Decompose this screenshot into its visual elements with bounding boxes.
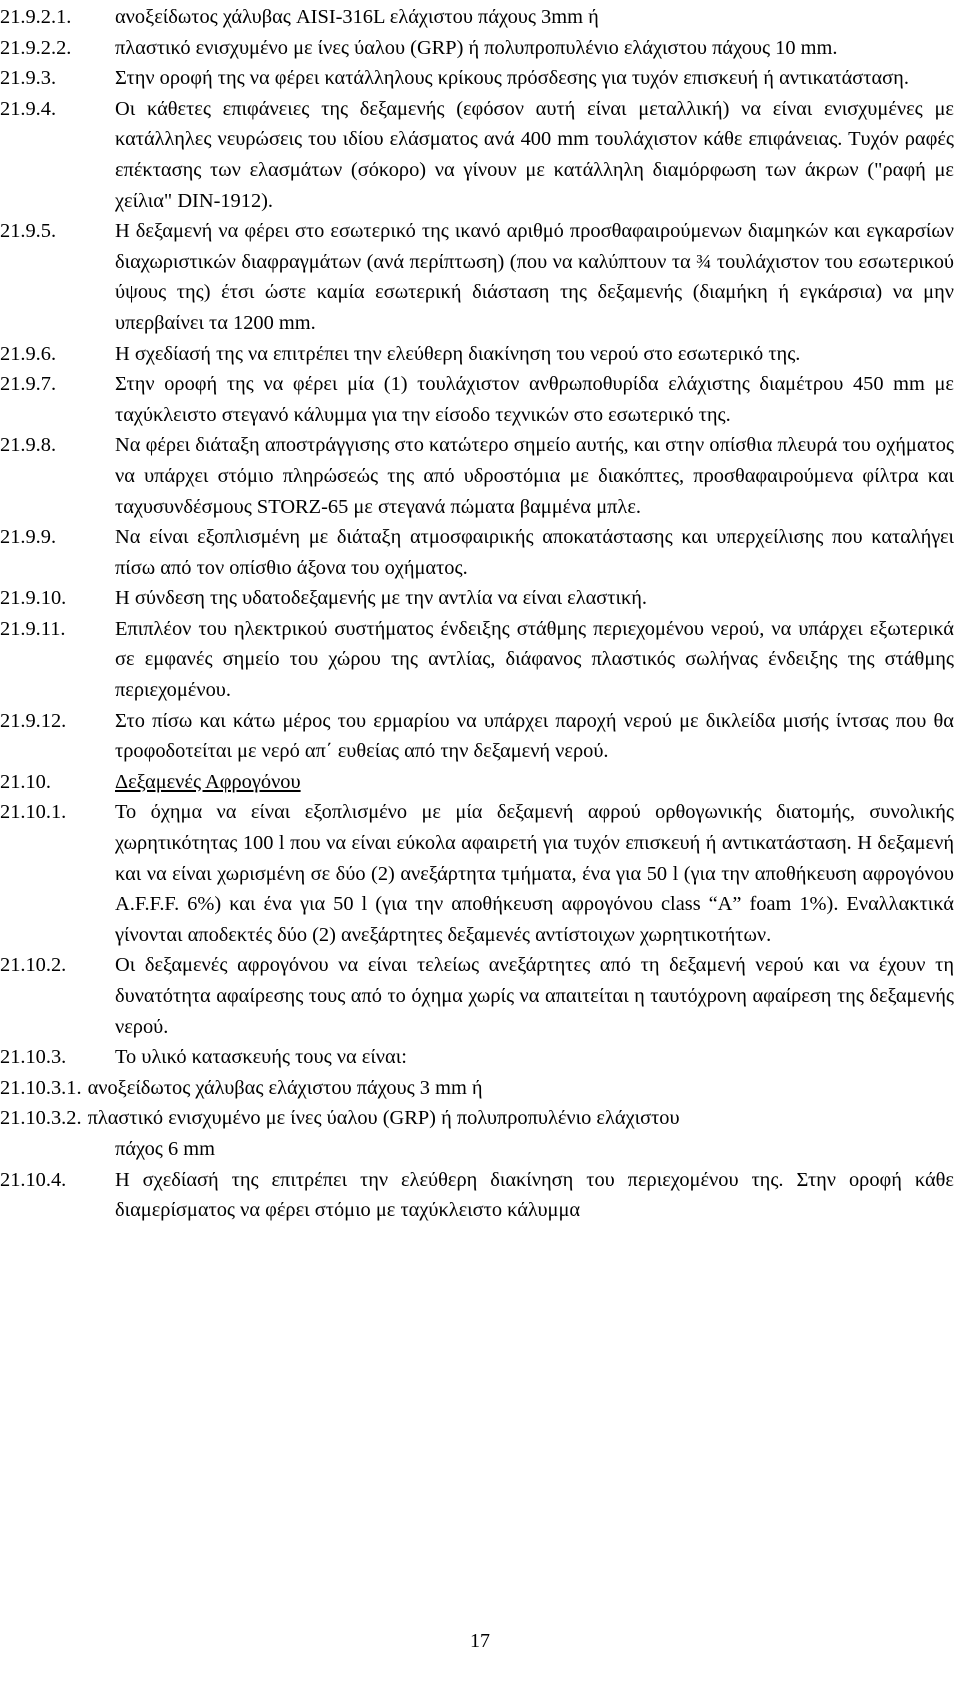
numbered-paragraph — [0, 33, 960, 64]
paragraph-text: Η δεξαμενή να φέρει στο εσωτερικό της ικανό αριθμό προσθαφαιρούμενων διαμηκών και εγκαρσίων διαχωριστικών διαφραγμάτων (ανά περίπτωση) (που να καλύπτουν τα ¾ τουλάχιστον του εσωτερικού ύψους της) έτσι ώστε καμία εσωτερική διάσταση της δεξαμενής (διαμήκη ή εγκάρσια) να μην υπερβαίνει τα 1200 mm. — [115, 220, 954, 334]
paragraph-number: 21.9.3. — [0, 67, 57, 90]
numbered-paragraph — [0, 339, 960, 370]
numbered-paragraph — [0, 522, 960, 583]
numbered-paragraph — [0, 1073, 960, 1104]
paragraph-number: 21.9.9. — [0, 526, 57, 549]
paragraph-text: Η σχεδίασή της να επιτρέπει την ελεύθερη διακίνηση του νερού στο εσωτερικό της. — [115, 342, 801, 365]
paragraph-text: Οι κάθετες επιφάνειες της δεξαμενής (εφόσον αυτή είναι μεταλλική) να είναι ενισχυμένες με κατάλληλες νευρώσεις του ιδίου ελάσματος ανά 400 mm τουλάχιστον κάθε επιφάνειας. Τυχόν ραφές επέκτασης των ελασμάτων (σόκορο) να γίνουν με κατάλληλη διαμόρφωση των άκρων ("ραφή με χείλια" DIN-1912). — [115, 97, 954, 212]
numbered-paragraph — [0, 369, 960, 430]
paragraph-text: Οι δεξαμενές αφρογόνου να είναι τελείως ανεξάρτητες από τη δεξαμενή νερού και να έχουν τη δυνατότητα αφαίρεσης τους από το όχημα χωρίς να απαιτείται η ταυτόχρονη αφαίρεση της δεξαμενής νερού. — [115, 954, 954, 1038]
paragraph-text: Να φέρει διάταξη αποστράγγισης στο κατώτερο σημείο αυτής, και στην οπίσθια πλευρά του οχήματος να υπάρχει στόμιο πληρώσεώς της από υδροστόμια με διακόπτες, προσθαφαιρούμενα φίλτρα και ταχυσυνδέσμους STORZ-65 με στεγανά πώματα βαμμένα μπλε. — [115, 434, 954, 518]
paragraph-text: Η σχεδίασή της επιτρέπει την ελεύθερη διακίνηση του περιεχομένου της. Στην οροφή κάθε διαμερίσματος να φέρει στόμιο με ταχύκλειστο κάλυμμα — [115, 1168, 954, 1222]
paragraph-number: 21.9.5. — [0, 220, 57, 243]
numbered-paragraph — [0, 797, 960, 950]
paragraph-text: Η σύνδεση της υδατοδεξαμενής με την αντλία να είναι ελαστική. — [115, 587, 647, 610]
numbered-paragraph — [0, 614, 960, 706]
paragraph-text: Το όχημα να είναι εξοπλισμένο με μία δεξαμενή αφρού ορθογωνικής διατομής, συνολικής χωρητικότητας 100 l που να είναι εύκολα αφαιρετή για τυχόν επισκευή ή αντικατάσταση. Η δεξαμενή και να είναι χωρισμένη σε δύο (2) ανεξάρτητα τμήματα, ένα για 50 l (για την αποθήκευση αφρογόνου A.F.F.F. 6%) και ένα για 50 l (για την αποθήκευση αφρογόνου class “A” foam 1%). Εναλλακτικά γίνονται αποδεκτές δύο (2) ανεξάρτητες δεξαμενές αντίστοιχων χωρητικοτήτων. — [115, 801, 954, 946]
page-number: 17 — [470, 1630, 490, 1652]
paragraph-number: 21.10.2. — [0, 954, 67, 977]
paragraph-text: Το υλικό κατασκευής τους να είναι: — [115, 1046, 407, 1069]
paragraph-number: 21.9.6. — [0, 342, 57, 365]
paragraph-number: 21.9.10. — [0, 587, 67, 610]
numbered-paragraph — [0, 583, 960, 614]
numbered-paragraph — [0, 216, 960, 338]
paragraph-text: πλαστικό ενισχυμένο με ίνες ύαλου (GRP) ή πολυπροπυλένιο ελάχιστου — [87, 1107, 680, 1130]
numbered-paragraph — [0, 706, 960, 767]
numbered-paragraph — [0, 2, 960, 33]
numbered-paragraph — [0, 1165, 960, 1226]
numbered-paragraph — [0, 1042, 960, 1073]
numbered-paragraph — [0, 63, 960, 94]
paragraph-continuation: πάχος 6 mm — [115, 1137, 215, 1160]
paragraph-text: Στο πίσω και κάτω μέρος του ερμαρίου να υπάρχει παροχή νερού με δικλείδα μισής ίντσας που θα τροφοδοτείται με νερό απ΄ ευθείας από την δεξαμενή νερού. — [115, 709, 954, 763]
section-heading: Δεξαμενές Αφρογόνου — [115, 770, 301, 793]
paragraph-number: 21.9.4. — [0, 97, 57, 120]
paragraph-number: 21.10.3. — [0, 1046, 67, 1069]
document-body — [0, 2, 960, 1226]
section-heading-row — [0, 767, 960, 798]
paragraph-text: πλαστικό ενισχυμένο με ίνες ύαλου (GRP) ή πολυπροπυλένιο ελάχιστου πάχους 10 mm. — [115, 36, 838, 59]
numbered-paragraph — [0, 1103, 960, 1134]
paragraph-text: Επιπλέον του ηλεκτρικού συστήματος ένδειξης στάθμης περιεχομένου νερού, να υπάρχει εξωτερικά σε εμφανές σημείο του χώρου της αντλίας, διάφανος πλαστικός σωλήνας ένδειξης της στάθμης περιεχομένου. — [115, 617, 954, 702]
paragraph-number: 21.9.8. — [0, 434, 57, 457]
paragraph-number: 21.9.2.2. — [0, 36, 72, 59]
paragraph-text: ανοξείδωτος χάλυβας AISI-316L ελάχιστου πάχους 3mm ή — [115, 6, 599, 28]
paragraph-number: 21.9.11. — [0, 617, 66, 640]
paragraph-number: 21.9.7. — [0, 373, 57, 396]
numbered-paragraph — [0, 950, 960, 1042]
paragraph-number: 21.9.12. — [0, 709, 67, 732]
paragraph-text: Στην οροφή της να φέρει κατάλληλους κρίκους πρόσδεσης για τυχόν επισκευή ή αντικατάσταση. — [115, 67, 909, 90]
paragraph-number: 21.10.1. — [0, 801, 67, 824]
paragraph-text: Στην οροφή της να φέρει μία (1) τουλάχιστον ανθρωποθυρίδα ελάχιστης διαμέτρου 450 mm με ταχύκλειστο στεγανό κάλυμμα για την είσοδο τεχνικών στο εσωτερικό της. — [115, 373, 954, 426]
paragraph-number: 21.10. — [0, 770, 51, 793]
paragraph-number: 21.10.4. — [0, 1168, 67, 1191]
paragraph-number: 21.10.3.2. — [0, 1107, 82, 1130]
numbered-paragraph — [0, 430, 960, 522]
paragraph-number: 21.10.3.1. — [0, 1076, 82, 1099]
paragraph-text: Να είναι εξοπλισμένη με διάταξη ατμοσφαιρικής αποκατάστασης και υπερχείλισης που καταλήγει πίσω από τον οπίσθιο άξονα του οχήματος. — [115, 526, 954, 579]
paragraph-text: ανοξείδωτος χάλυβας ελάχιστου πάχους 3 mm ή — [87, 1076, 483, 1099]
numbered-paragraph — [0, 94, 960, 216]
paragraph-number: 21.9.2.1. — [0, 6, 72, 28]
